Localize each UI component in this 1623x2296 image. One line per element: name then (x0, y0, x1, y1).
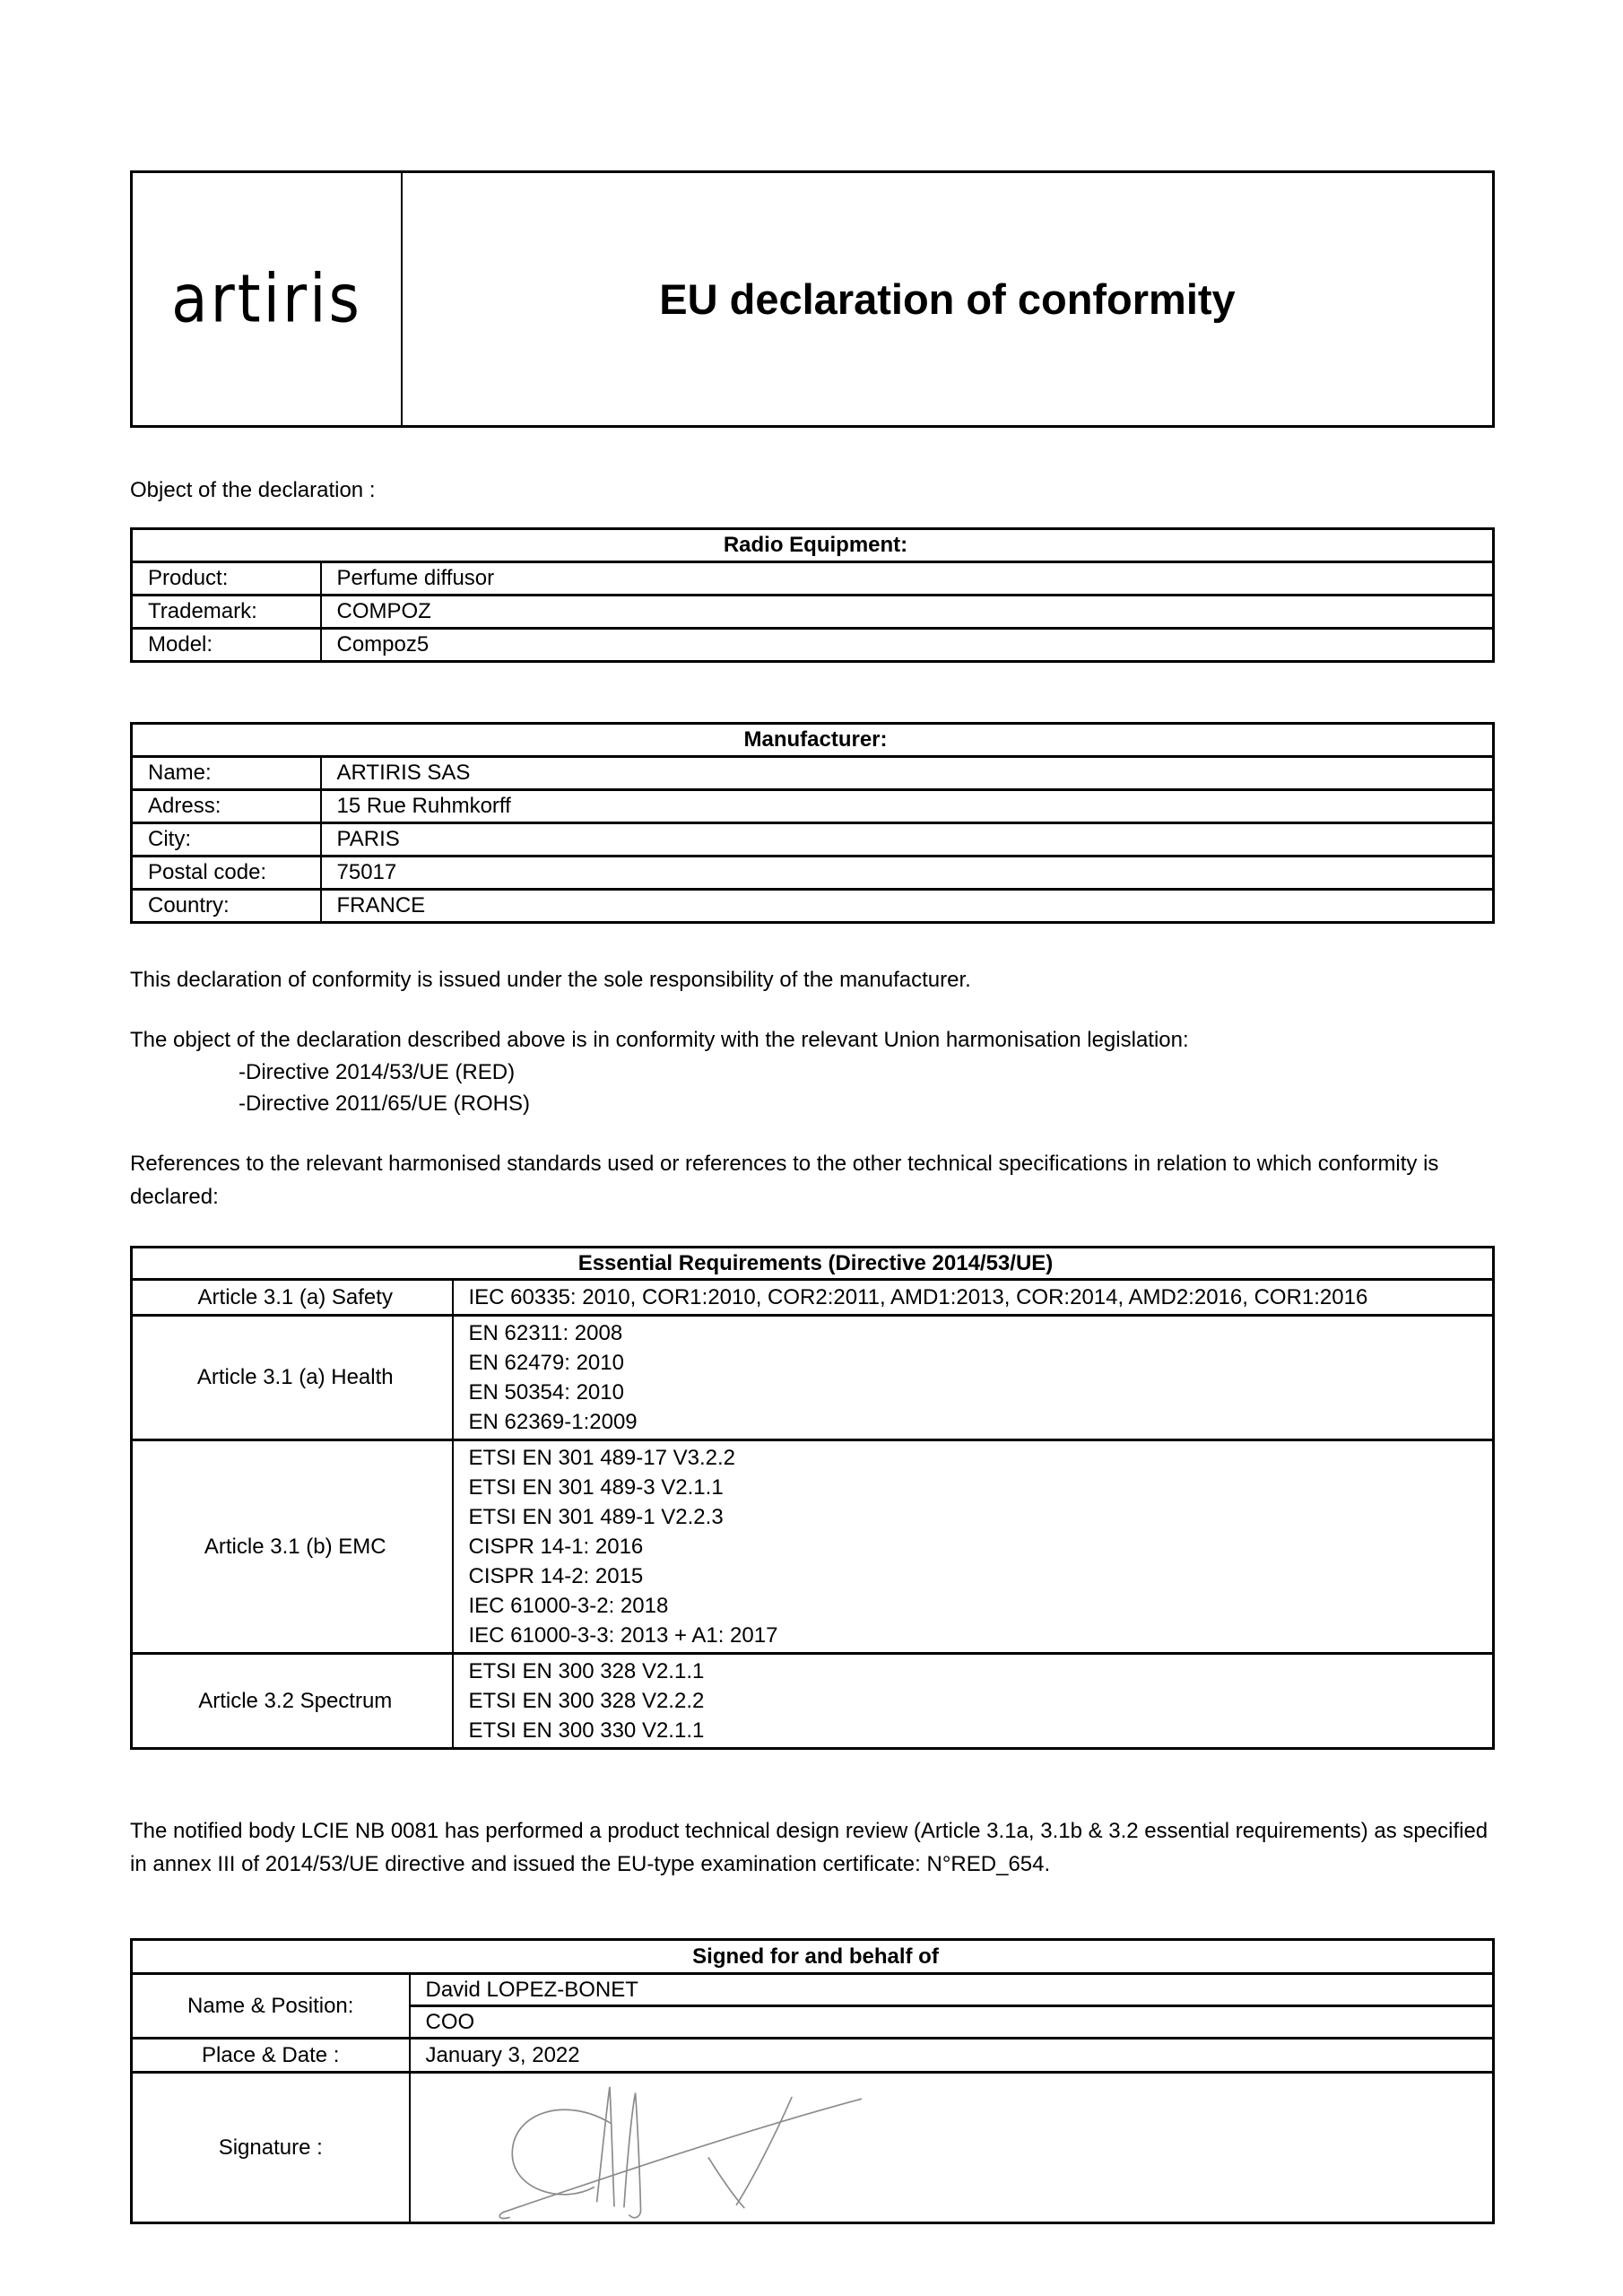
title-cell (403, 173, 1492, 425)
signer-name: David LOPEZ-BONET (410, 1974, 1494, 2006)
radio-trademark-value: COMPOZ (321, 596, 1494, 629)
logo-cell (133, 173, 403, 425)
standard-line: IEC 61000-3-2: 2018 (468, 1594, 669, 1618)
conformity-intro-statement: The object of the declaration described above is in conformity with the relevant Union harmonisation legislation: (130, 1028, 1189, 1052)
manufacturer-name-value: ARTIRIS SAS (321, 757, 1494, 790)
standard-line: ETSI EN 300 328 V2.2.2 (468, 1689, 705, 1713)
article-emc-label: Article 3.1 (b) EMC (132, 1440, 453, 1654)
manufacturer-country-label: Country: (132, 890, 321, 923)
place-date-label: Place & Date : (132, 2039, 410, 2073)
table-row (132, 629, 1494, 662)
signed-title: Signed for and behalf of (132, 1940, 1494, 1974)
article-spectrum-label: Article 3.2 Spectrum (132, 1654, 453, 1749)
emc-standards (453, 1440, 1494, 1654)
page-title: EU declaration of conformity (659, 275, 1236, 323)
standard-line: EN 62479: 2010 (468, 1351, 624, 1375)
manufacturer-title: Manufacturer: (132, 724, 1494, 757)
name-position-label: Name & Position: (132, 1974, 410, 2039)
table-row (132, 790, 1494, 823)
manufacturer-country-value: FRANCE (321, 890, 1494, 923)
manufacturer-address-value: 15 Rue Ruhmkorff (321, 790, 1494, 823)
references-statement: References to the relevant harmonised standards used or references to the other technical specifications in relation to which conformity is declared: (130, 1152, 1439, 1209)
standard-line: ETSI EN 300 330 V2.1.1 (468, 1718, 705, 1743)
safety-standards (453, 1280, 1494, 1316)
standard-line: CISPR 14-1: 2016 (468, 1535, 644, 1559)
directives-list (130, 1057, 1495, 1119)
table-row (132, 596, 1494, 629)
signature-cell (410, 2073, 1494, 2223)
radio-equipment-table (130, 527, 1495, 663)
manufacturer-address-label: Adress: (132, 790, 321, 823)
essential-requirements-title: Essential Requirements (Directive 2014/53/UE) (132, 1248, 1494, 1280)
radio-model-value: Compoz5 (321, 629, 1494, 662)
table-row (132, 2039, 1494, 2073)
article-safety-label: Article 3.1 (a) Safety (132, 1280, 453, 1316)
standard-line: EN 62369-1:2009 (468, 1410, 638, 1434)
signature-label: Signature : (132, 2073, 410, 2223)
manufacturer-postal-value: 75017 (321, 857, 1494, 890)
directive-rohs: -Directive 2011/65/UE (ROHS) (239, 1091, 530, 1116)
standard-line: CISPR 14-2: 2015 (468, 1564, 644, 1588)
manufacturer-postal-label: Postal code: (132, 857, 321, 890)
signer-position: COO (410, 2006, 1494, 2039)
radio-product-label: Product: (132, 562, 321, 596)
radio-trademark-label: Trademark: (132, 596, 321, 629)
table-row (132, 562, 1494, 596)
place-date-value: January 3, 2022 (410, 2039, 1494, 2073)
standard-line: IEC 60335: 2010, COR1:2010, COR2:2011, AMD1:2013, COR:2014, AMD2:2016, COR1:2016 (468, 1285, 1368, 1309)
table-row (132, 757, 1494, 790)
table-row (132, 1974, 1494, 2006)
object-declaration-label: Object of the declaration : (130, 478, 376, 502)
notified-body-statement: The notified body LCIE NB 0081 has performed a product technical design review (Article 3.1a, 3.1b & 3.2 essential requirements) as specified in annex III of 2014/53/UE directive and issued the EU-type examination certificate: N°RED_654. (130, 1819, 1488, 1876)
standard-line: IEC 61000-3-3: 2013 + A1: 2017 (468, 1623, 778, 1648)
header-box (130, 170, 1495, 428)
radio-model-label: Model: (132, 629, 321, 662)
standard-line: ETSI EN 300 328 V2.1.1 (468, 1659, 705, 1683)
table-row (132, 823, 1494, 857)
table-row (132, 890, 1494, 923)
responsibility-statement: This declaration of conformity is issued under the sole responsibility of the manufacturer. (130, 968, 971, 992)
table-row (132, 1654, 1494, 1749)
standard-line: EN 50354: 2010 (468, 1380, 624, 1405)
health-standards (453, 1316, 1494, 1440)
standard-line: EN 62311: 2008 (468, 1321, 623, 1345)
signed-table (130, 1938, 1495, 2224)
radio-product-value: Perfume diffusor (321, 562, 1494, 596)
signature-image (453, 2076, 919, 2220)
manufacturer-city-label: City: (132, 823, 321, 857)
standard-line: ETSI EN 301 489-3 V2.1.1 (468, 1475, 724, 1500)
radio-equipment-title: Radio Equipment: (132, 529, 1494, 562)
directive-red: -Directive 2014/53/UE (RED) (239, 1060, 516, 1084)
standard-line: ETSI EN 301 489-17 V3.2.2 (468, 1446, 736, 1470)
manufacturer-name-label: Name: (132, 757, 321, 790)
spectrum-standards (453, 1654, 1494, 1749)
table-row (132, 1280, 1494, 1316)
table-row (132, 1440, 1494, 1654)
table-row (132, 2073, 1494, 2223)
manufacturer-city-value: PARIS (321, 823, 1494, 857)
standard-line: ETSI EN 301 489-1 V2.2.3 (468, 1505, 724, 1529)
company-logo: artiris (171, 260, 362, 338)
article-health-label: Article 3.1 (a) Health (132, 1316, 453, 1440)
table-row (132, 857, 1494, 890)
manufacturer-table (130, 722, 1495, 924)
essential-requirements-table (130, 1246, 1495, 1750)
table-row (132, 1316, 1494, 1440)
